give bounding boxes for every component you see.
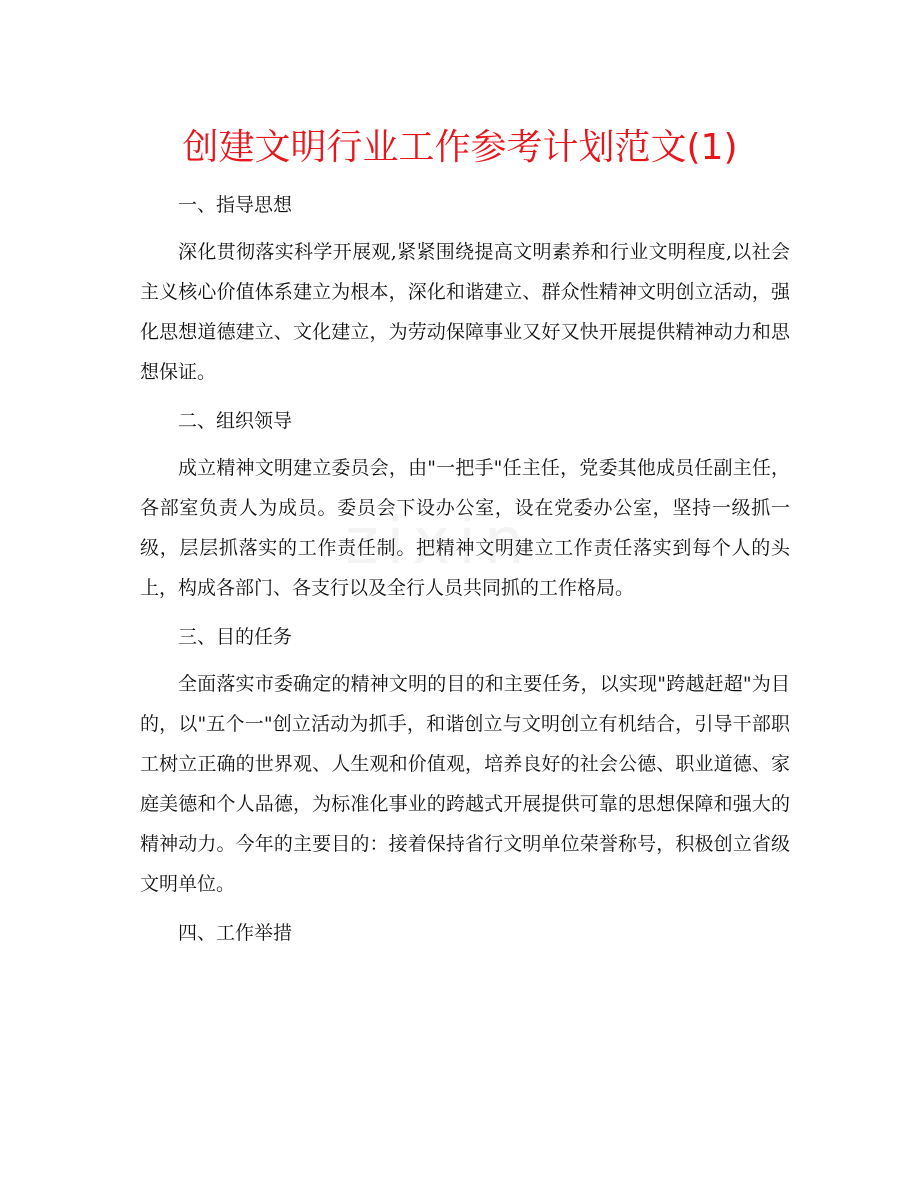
document-body [140, 182, 790, 960]
section-heading-organization-leadership: 二、组织领导 [178, 410, 293, 432]
section-paragraph-goals-tasks: 全面落实市委确定的精神文明的目的和主要任务，以实现"跨越赶超"为目的，以"五个一"创立活动为抓手，和谐创立与文明创立有机结合，引导干部职工树立正确的世界观、人生观和价值观，培养良好的社会公德、职业道德、家庭美德和个人品德，为标准化事业的跨越式开展提供可靠的思想保障和强大的精神动力。今年的主要目的：接着保持省行文明单位荣誉称号，积极创立省级文明单位。 [140, 673, 790, 895]
document-title: 创建文明行业工作参考计划范文(1) [182, 127, 738, 168]
watermark: zixin [345, 505, 533, 579]
section-paragraph-guiding-ideology: 深化贯彻落实科学开展观,紧紧围绕提高文明素养和行业文明程度,以社会主义核心价值体系建立为根本，深化和谐建立、群众性精神文明创立活动，强化思想道德建立、文化建立，为劳动保障事业又好又快开展提供精神动力和思想保证。 [140, 241, 790, 383]
section-heading-guiding-ideology: 一、指导思想 [178, 194, 293, 216]
section-heading-work-measures: 四、工作举措 [178, 922, 293, 944]
section-paragraph-organization-leadership: 成立精神文明建立委员会，由"一把手"任主任，党委其他成员任副主任，各部室负责人为成员。委员会下设办公室，设在党委办公室，坚持一级抓一级，层层抓落实的工作责任制。把精神文明建立工作责任落实到每个人的头上，构成各部门、各支行以及全行人员共同抓的工作格局。 [140, 457, 790, 599]
section-heading-goals-tasks: 三、目的任务 [178, 626, 293, 648]
